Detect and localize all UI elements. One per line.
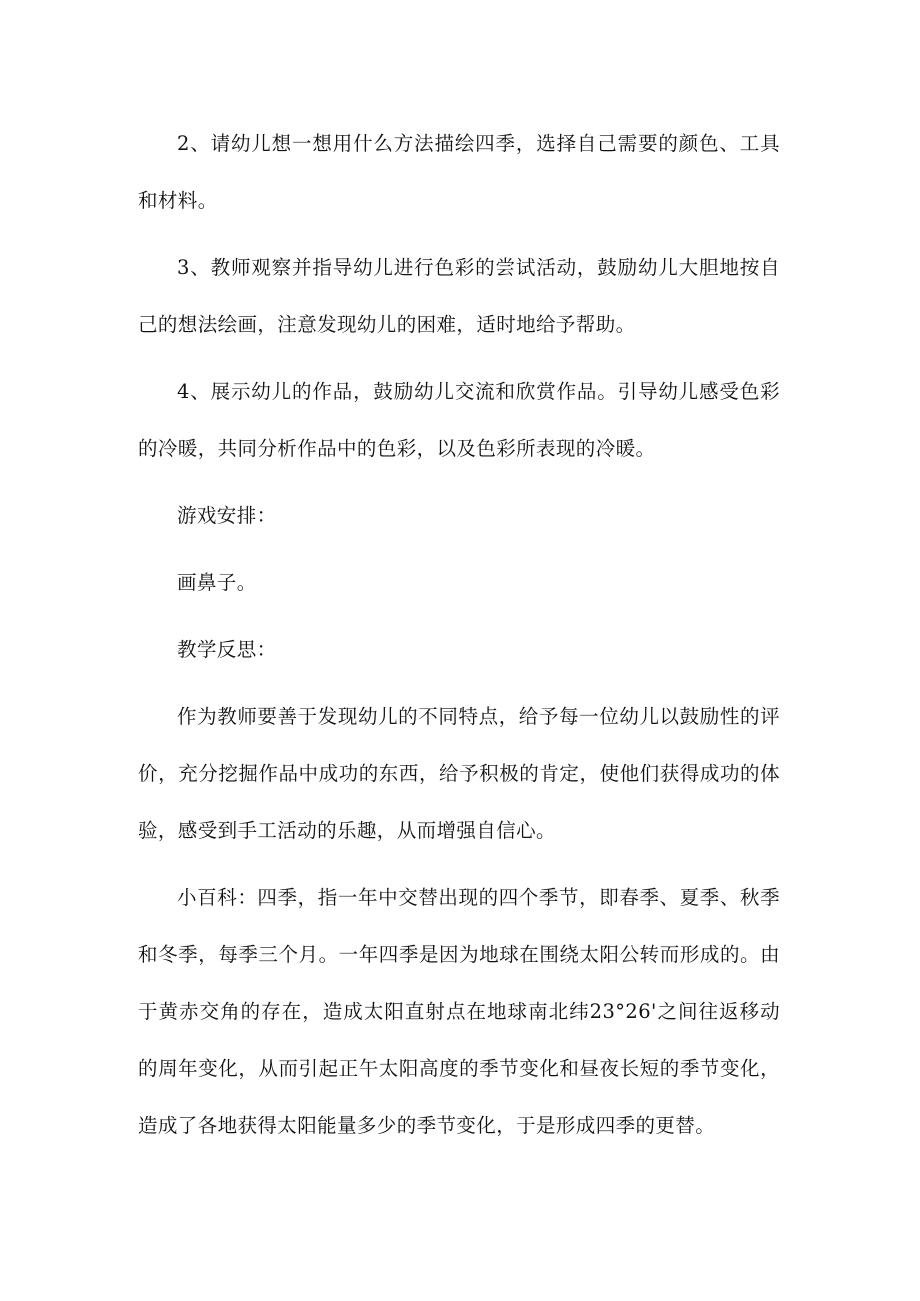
teaching-reflection-heading: 教学反思： (177, 638, 277, 661)
encyclopedia-paragraph: 小百科：四季，指一年中交替出现的四个季节，即春季、夏季、秋季和冬季，每季三个月。一年四季是因为地球在围绕太阳公转而形成的。由于黄赤交角的存在，造成太阳直射点在地球南北纬23°26'之间往返移动的周年变化，从而引起正午太阳高度的季节变化和昼夜长短的季节变化，造成了各地获得太阳能量多少的季节变化，于是形成四季的更替。 (138, 886, 780, 1137)
step-3-paragraph: 3、教师观察并指导幼儿进行色彩的尝试活动，鼓励幼儿大胆地按自己的想法绘画，注意发现幼儿的困难，适时地给予帮助。 (138, 256, 780, 336)
step-4-paragraph: 4、展示幼儿的作品，鼓励幼儿交流和欣赏作品。引导幼儿感受色彩的冷暖，共同分析作品中的色彩，以及色彩所表现的冷暖。 (138, 380, 780, 460)
teaching-reflection-paragraph: 作为教师要善于发现幼儿的不同特点，给予每一位幼儿以鼓励性的评价，充分挖掘作品中成功的东西，给予积极的肯定，使他们获得成功的体验，感受到手工活动的乐趣，从而增强自信心。 (138, 705, 780, 842)
step-2-paragraph: 2、请幼儿想一想用什么方法描绘四季，选择自己需要的颜色、工具和材料。 (138, 132, 780, 212)
game-arrangement-heading: 游戏安排： (177, 504, 277, 527)
game-arrangement-paragraph: 画鼻子。 (177, 571, 257, 594)
document-body (138, 115, 780, 1164)
